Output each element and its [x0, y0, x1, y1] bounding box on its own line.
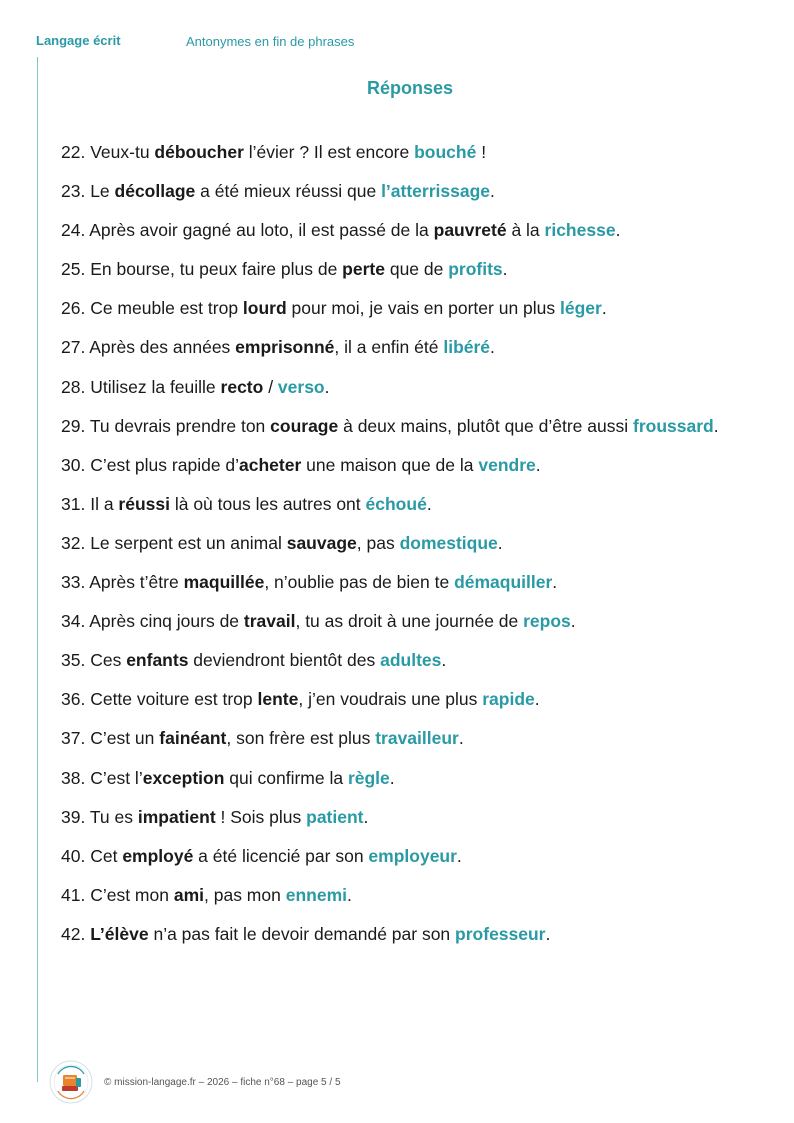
answer-number: 26. [61, 298, 91, 319]
sentence-text: . [552, 572, 558, 593]
sentence-text: Utilisez la feuille [90, 376, 221, 397]
sentence-text: Veux-tu [90, 142, 155, 162]
sentence-text: Après des années [89, 337, 236, 358]
antonym-answer: richesse [544, 220, 616, 241]
sentence-text: . [363, 806, 369, 827]
sentence-text: à la [506, 220, 545, 241]
answer-item [61, 806, 719, 845]
sentence-text: . [490, 337, 495, 358]
page-title: Réponses [366, 78, 454, 98]
antonym-answer: règle [347, 767, 390, 788]
antonym-answer: professeur [455, 923, 546, 944]
given-word: acheter [239, 454, 302, 475]
antonym-answer: repos [523, 611, 571, 632]
sentence-text: Tu devrais prendre ton [89, 415, 271, 436]
sentence-text: que de [384, 259, 449, 280]
answer-item [61, 415, 719, 454]
answer-item [61, 141, 719, 180]
antonym-answer: léger [560, 298, 602, 319]
given-word: maquillée [183, 572, 265, 593]
sentence-text: / [263, 376, 278, 397]
answer-number: 35. [61, 650, 91, 671]
antonym-answer: adultes [380, 650, 442, 671]
sentence-text: Après cinq jours de [89, 611, 244, 632]
answer-item [61, 649, 719, 688]
sentence-text: une maison que de la [301, 454, 479, 475]
sentence-text: l’évier ? Il est encore [243, 142, 415, 162]
sentence-text: Ce meuble est trop [90, 298, 243, 319]
given-word: employé [122, 845, 194, 866]
sentence-text: Le [90, 181, 115, 202]
answer-number: 34. [61, 611, 90, 632]
answer-item [61, 297, 719, 336]
answer-item [61, 493, 719, 532]
answer-item [61, 219, 719, 258]
antonym-answer: vendre [478, 454, 536, 475]
sentence-text: . [490, 181, 495, 202]
answer-number: 27. [61, 337, 90, 358]
given-word: pauvreté [433, 220, 507, 241]
answer-item [61, 571, 719, 610]
answer-item [61, 845, 719, 884]
mission-langage-logo-icon [49, 1060, 93, 1104]
answer-number: 23. [61, 181, 91, 202]
sentence-text: , tu as droit à une journée de [295, 611, 524, 632]
sentence-text: Cet [90, 845, 123, 866]
sentence-text: . [389, 767, 395, 788]
sentence-text: . [502, 259, 508, 280]
answer-item [61, 258, 719, 297]
given-word: L’élève [90, 923, 149, 944]
antonym-answer: froussard [633, 415, 714, 436]
answer-item [61, 180, 719, 219]
given-word: fainéant [159, 728, 227, 749]
sentence-text: ! [476, 142, 487, 162]
sentence-text: Il a [90, 493, 119, 514]
given-word: réussi [118, 493, 170, 514]
sentence-text: deviendront bientôt des [188, 650, 381, 671]
answer-number: 42. [61, 923, 91, 944]
answer-item [61, 884, 719, 923]
answer-number: 25. [61, 259, 91, 280]
sentence-text: . [570, 611, 576, 632]
sentence-text: , pas [356, 532, 400, 553]
antonym-answer: verso [277, 376, 325, 397]
answer-number: 36. [61, 689, 91, 710]
antonym-answer: l’atterrissage [381, 181, 491, 202]
sentence-text: . [497, 532, 503, 553]
answer-number: 28. [61, 376, 91, 397]
given-word: déboucher [154, 142, 244, 162]
sentence-text: . [441, 650, 447, 671]
sentence-text: C’est l’ [90, 767, 143, 788]
sentence-text: C’est mon [90, 884, 174, 905]
antonym-answer: ennemi [285, 884, 347, 905]
answer-number: 22. [61, 142, 91, 162]
given-word: travail [243, 611, 296, 632]
sentence-text: ! Sois plus [215, 806, 307, 827]
answer-number: 40. [61, 845, 91, 866]
sentence-text: Cette voiture est trop [90, 689, 258, 710]
sentence-text: n’a pas fait le devoir demandé par son [148, 923, 456, 944]
antonym-answer: libéré [443, 337, 491, 358]
antonym-answer: profits [448, 259, 503, 280]
given-word: emprisonné [235, 337, 335, 358]
answer-number: 29. [61, 415, 90, 436]
answer-item [61, 454, 719, 493]
sentence-text: . [534, 689, 540, 710]
sentence-text: Ces [90, 650, 127, 671]
given-word: lourd [242, 298, 287, 319]
answer-number: 32. [61, 532, 91, 553]
sentence-text: a été licencié par son [193, 845, 369, 866]
answer-item [61, 376, 719, 415]
answer-number: 39. [61, 806, 90, 827]
answer-number: 41. [61, 884, 91, 905]
antonym-answer: domestique [399, 532, 498, 553]
sentence-text: . [601, 298, 607, 319]
sentence-text: là où tous les autres ont [169, 493, 366, 514]
answer-item [61, 336, 719, 375]
answer-item [61, 767, 719, 806]
answer-list [61, 141, 719, 962]
answer-number: 33. [61, 572, 90, 593]
answer-number: 24. [61, 220, 90, 241]
antonym-answer: patient [306, 806, 364, 827]
sentence-text: Après t’être [89, 572, 184, 593]
answer-item [61, 610, 719, 649]
answer-item [61, 727, 719, 766]
sentence-text: . [713, 415, 719, 436]
sentence-text: . [426, 493, 432, 514]
antonym-answer: échoué [365, 493, 427, 514]
sentence-text: , il a enfin été [334, 337, 444, 358]
margin-rule [37, 57, 38, 1082]
given-word: lente [257, 689, 299, 710]
answer-item [61, 688, 719, 727]
header-topic: Antonymes en fin de phrases [186, 34, 355, 49]
antonym-answer: démaquiller [454, 572, 553, 593]
sentence-text: En bourse, tu peux faire plus de [90, 259, 343, 280]
sentence-text: , son frère est plus [226, 728, 376, 749]
footer-text: © mission-langage.fr – 2026 – fiche n°68 – page 5 / 5 [104, 1077, 341, 1088]
sentence-text: , pas mon [204, 884, 286, 905]
sentence-text: . [456, 845, 462, 866]
given-word: recto [220, 376, 264, 397]
given-word: ami [173, 884, 204, 905]
given-word: impatient [137, 806, 216, 827]
antonym-answer: employeur [368, 845, 457, 866]
answer-number: 38. [61, 767, 91, 788]
given-word: décollage [114, 181, 196, 202]
sentence-text: . [545, 923, 551, 944]
sentence-text: Après avoir gagné au loto, il est passé de la [89, 220, 434, 241]
antonym-answer: rapide [482, 689, 535, 710]
answer-number: 31. [61, 493, 91, 514]
sentence-text: Tu es [89, 806, 138, 827]
given-word: courage [270, 415, 339, 436]
sentence-text: C’est un [90, 728, 160, 749]
sentence-text: . [347, 884, 352, 905]
sentence-text: . [458, 728, 464, 749]
sentence-text: , n’oublie pas de bien te [264, 572, 455, 593]
sentence-text: qui confirme la [224, 767, 348, 788]
given-word: exception [142, 767, 225, 788]
answer-number: 37. [61, 728, 91, 749]
sentence-text: C’est plus rapide d’ [90, 454, 240, 475]
answer-number: 30. [61, 454, 91, 475]
sentence-text: a été mieux réussi que [195, 181, 382, 202]
sentence-text: , j’en voudrais une plus [298, 689, 483, 710]
sentence-text: à deux mains, plutôt que d’être aussi [338, 415, 633, 436]
answer-item [61, 923, 719, 962]
sentence-text: . [324, 376, 330, 397]
antonym-answer: bouché [414, 142, 477, 162]
sentence-text: pour moi, je vais en porter un plus [286, 298, 561, 319]
sentence-text: . [615, 220, 621, 241]
antonym-answer: travailleur [375, 728, 459, 749]
given-word: perte [342, 259, 385, 280]
sentence-text: Le serpent est un animal [90, 532, 287, 553]
header-category: Langage écrit [36, 33, 121, 48]
sentence-text: . [535, 454, 541, 475]
given-word: sauvage [286, 532, 357, 553]
answer-item [61, 532, 719, 571]
given-word: enfants [126, 650, 189, 671]
